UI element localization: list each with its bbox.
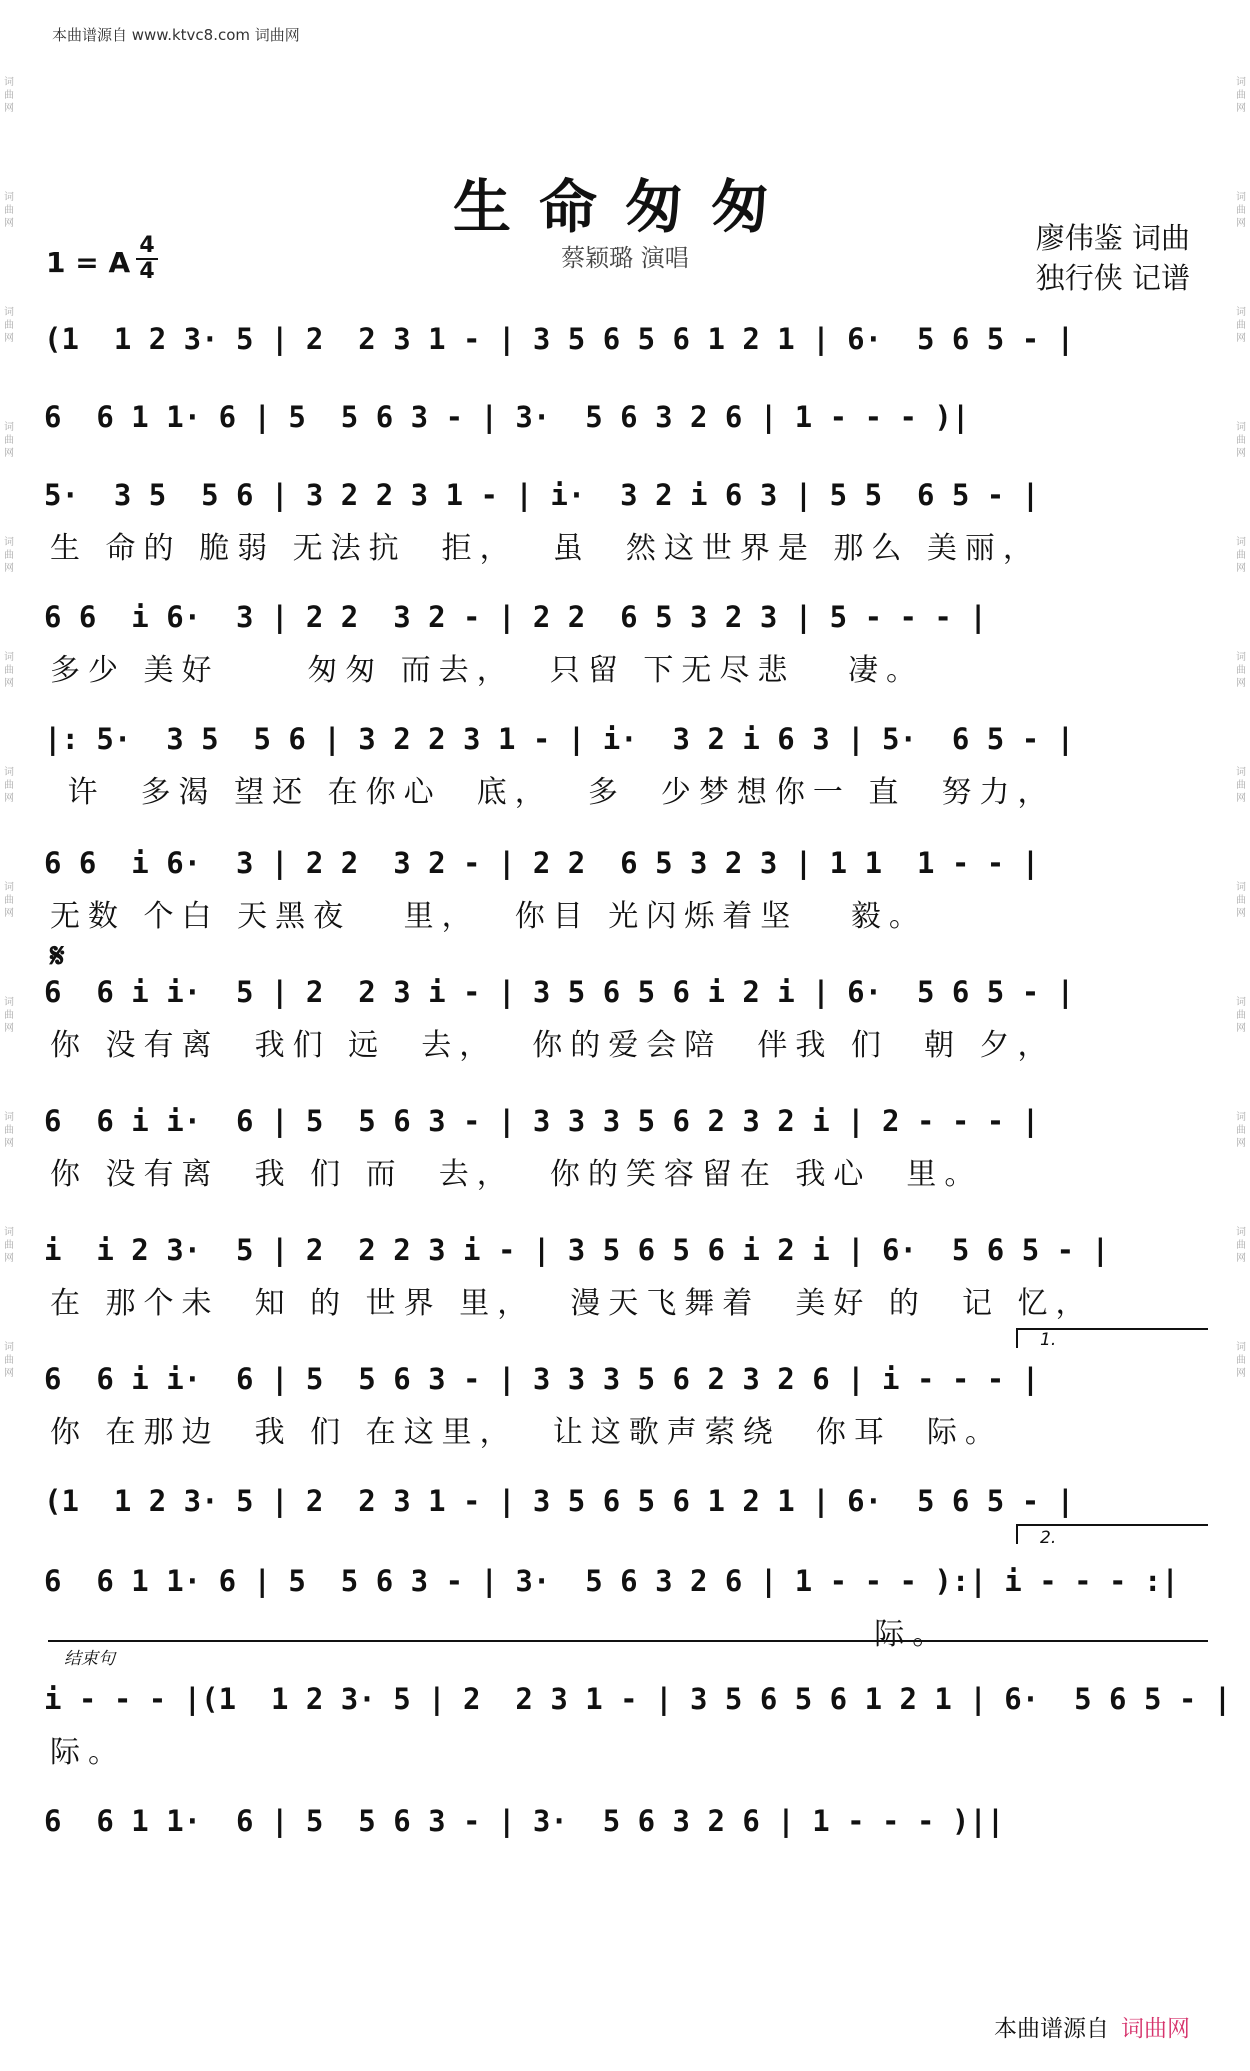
footer-source-text: 本曲谱源自 xyxy=(994,2016,1109,2042)
lyric-row: 在 那个未 知 的 世界 里， 漫天飞舞着 美好 的 记 忆， xyxy=(50,1286,1094,1321)
lyric-row: 多少 美好 匆匆 而去， 只留 下无尽悲 凄。 xyxy=(50,653,924,688)
notation-row: (1 1 2 3· 5 | 2 2 3 1 - | 3 5 6 5 6 1 2 1 | 6· 5 6 5 - | xyxy=(44,322,1075,356)
notation-row: i - - - |(1 1 2 3· 5 | 2 2 3 1 - | 3 5 6 5 6 1 2 1 | 6· 5 6 5 - | xyxy=(44,1682,1232,1716)
notation-row: 6 6 i i· 6 | 5 5 6 3 - | 3 3 3 5 6 2 3 2 6 | i - - - | xyxy=(44,1362,1040,1396)
footer-site-link[interactable]: 词曲网 xyxy=(1121,2016,1190,2042)
volta-1-label: 1. xyxy=(1040,1330,1057,1350)
singer-credit: 蔡颖璐 演唱 xyxy=(561,244,689,272)
transcriber-credit: 独行侠 记谱 xyxy=(1035,261,1190,295)
lyric-row: 你 没有离 我 们 而 去， 你的笑容留在 我心 里。 xyxy=(50,1157,983,1192)
notation-row: 6 6 i i· 6 | 5 5 6 3 - | 3 3 3 5 6 2 3 2 i | 2 - - - | xyxy=(44,1104,1040,1138)
notation-row: 5· 3 5 5 6 | 3 2 2 3 1 - | i· 3 2 i 6 3 | 5 5 6 5 - | xyxy=(44,478,1040,512)
header-source-text: 本曲谱源自 www.ktvc8.com 词曲网 xyxy=(52,26,300,44)
lyric-row: 你 在那边 我 们 在这里， 让这歌声萦绕 你耳 际。 xyxy=(50,1415,1003,1450)
footer-source xyxy=(994,2010,1190,2043)
notation-row: (1 1 2 3· 5 | 2 2 3 1 - | 3 5 6 5 6 1 2 1 | 6· 5 6 5 - | xyxy=(44,1484,1075,1518)
lyric-row: 生 命的 脆弱 无法抗 拒， 虽 然这世界是 那么 美丽， xyxy=(50,531,1041,566)
ending-bracket xyxy=(48,1640,1208,1642)
notation-row: 6 6 1 1· 6 | 5 5 6 3 - | 3· 5 6 3 2 6 | 1 - - - )|| xyxy=(44,1804,1005,1838)
segno-sign: 𝄋 xyxy=(50,936,65,976)
notation-row: 6 6 i i· 5 | 2 2 3 i - | 3 5 6 5 6 i 2 i | 6· 5 6 5 - | xyxy=(44,975,1075,1009)
side-watermark-left: 词曲网 词曲网 词曲网 词曲网 词曲网 词曲网 词曲网 词曲网 词曲网 词曲网 词曲网 词曲网 xyxy=(4,77,14,1379)
time-signature-bottom: 4 xyxy=(136,258,158,284)
notation-row: i i 2 3· 5 | 2 2 2 3 i - | 3 5 6 5 6 i 2 i | 6· 5 6 5 - | xyxy=(44,1233,1110,1267)
time-signature xyxy=(136,234,158,284)
side-watermark-right: 词曲网 词曲网 词曲网 词曲网 词曲网 词曲网 词曲网 词曲网 词曲网 词曲网 词曲网 词曲网 xyxy=(1236,77,1246,1379)
notation-row: 6 6 i 6· 3 | 2 2 3 2 - | 2 2 6 5 3 2 3 | 5 - - - | xyxy=(44,600,987,634)
lyric-row: 许 多渴 望还 在你心 底， 多 少梦想你一 直 努力， xyxy=(50,775,1056,810)
notation-row: 6 6 1 1· 6 | 5 5 6 3 - | 3· 5 6 3 2 6 | 1 - - - )| xyxy=(44,400,970,434)
notation-row: 6 6 1 1· 6 | 5 5 6 3 - | 3· 5 6 3 2 6 | 1 - - - ):| i - - - :| xyxy=(44,1564,1179,1598)
lyric-row: 际。 xyxy=(50,1735,126,1770)
lyric-row: 你 没有离 我们 远 去， 你的爱会陪 伴我 们 朝 夕， xyxy=(50,1028,1056,1063)
ending-label: 结束句 xyxy=(64,1649,115,1669)
key-signature: 1 = A xyxy=(46,246,131,279)
volta-2-label: 2. xyxy=(1040,1528,1057,1548)
time-signature-top: 4 xyxy=(139,233,155,258)
lyric-row: 无数 个白 天黑夜 里， 你目 光闪烁着坚 毅。 xyxy=(50,899,927,934)
lyricist-composer-credit: 廖伟鉴 词曲 xyxy=(1035,221,1190,255)
lyric-row: 际。 xyxy=(50,1617,951,1652)
song-title: 生命匆匆 xyxy=(452,173,797,241)
notation-row: |: 5· 3 5 5 6 | 3 2 2 3 1 - | i· 3 2 i 6 3 | 5· 6 5 - | xyxy=(44,722,1075,756)
notation-row: 6 6 i 6· 3 | 2 2 3 2 - | 2 2 6 5 3 2 3 | 1 1 1 - - | xyxy=(44,846,1040,880)
